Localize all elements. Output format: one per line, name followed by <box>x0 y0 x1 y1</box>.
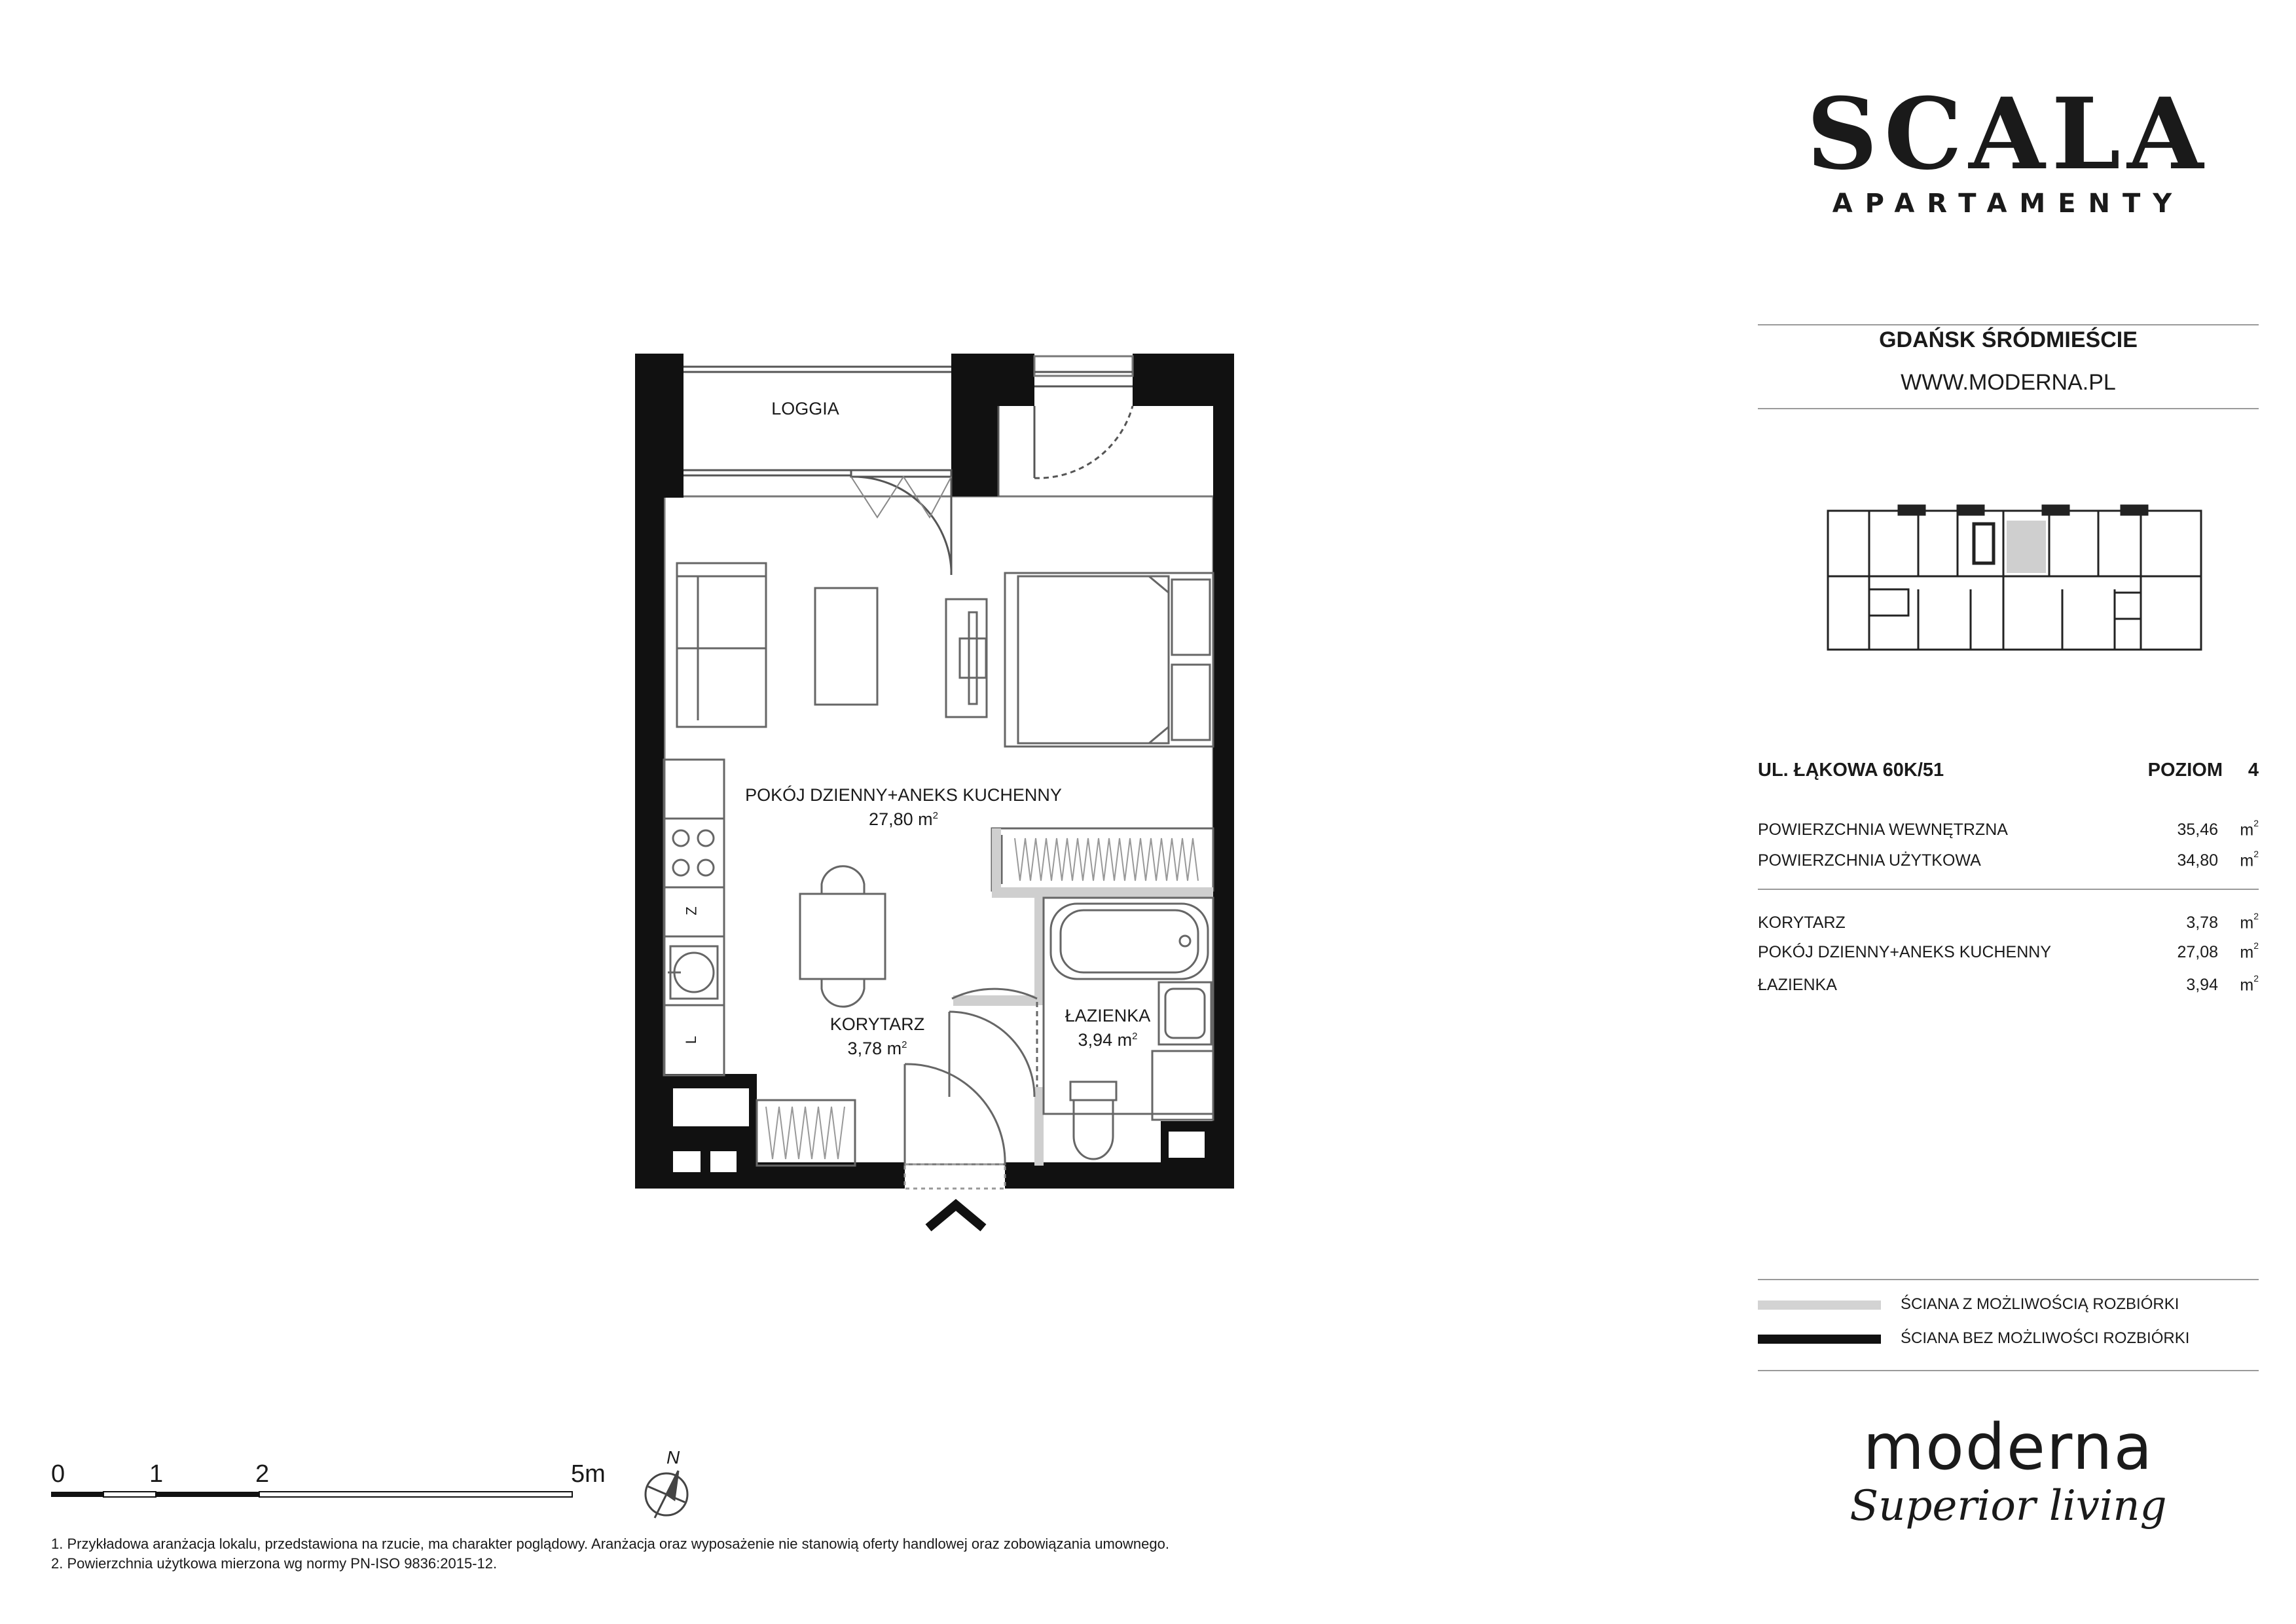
wall-left <box>635 354 664 1189</box>
website-link[interactable]: WWW.MODERNA.PL <box>1901 370 2116 395</box>
note-2: 2. Powierzchnia użytkowa mierzona wg normy PN-ISO 9836:2015-12. <box>51 1555 498 1572</box>
bathroom-name: ŁAZIENKA <box>1065 1006 1151 1025</box>
scale-label-2: 2 <box>255 1460 270 1488</box>
entrance-chevron-icon <box>928 1205 983 1228</box>
legend-swatch-non-removable <box>1758 1335 1881 1344</box>
kitchen-counter <box>664 760 724 1075</box>
level-label: POZIOM <box>2147 760 2223 781</box>
key-plan-highlight <box>2007 521 2046 573</box>
living-room-area: 27,80 $m^2$ <box>869 809 938 829</box>
area-row-corridor: KORYTARZ 3,78 $m^2$ <box>1758 911 2259 932</box>
moderna-logo <box>1768 1411 2249 1532</box>
scale-label-0: 0 <box>51 1460 65 1488</box>
pillar-center <box>951 354 998 496</box>
wall-left-upper <box>664 354 683 498</box>
scale-bar <box>51 1492 572 1497</box>
pillar-center-top <box>998 354 1034 406</box>
north-arrow-icon <box>646 1471 687 1518</box>
divider <box>1758 324 2259 325</box>
north-label: N <box>666 1447 680 1467</box>
brand-title: SCALA <box>1806 77 2210 192</box>
dishwasher-mark: L <box>683 1035 700 1044</box>
interior-outline <box>665 496 1213 1164</box>
sofa <box>677 563 766 727</box>
legend-non-removable: ŚCIANA BEZ MOŻLIWOŚCI ROZBIÓRKI <box>1901 1329 2190 1347</box>
brand-subtitle: APARTAMENTY <box>1832 189 2185 219</box>
corridor-label <box>812 1014 943 1059</box>
bathroom-area: 3,94 $m^2$ <box>1078 1030 1138 1050</box>
scale-label-5m: 5m <box>571 1460 606 1488</box>
divider <box>1758 1279 2259 1280</box>
coffee-table <box>815 588 877 705</box>
divider <box>1758 889 2259 890</box>
unit-address: UL. ŁĄKOWA 60K/51 <box>1758 760 1944 781</box>
corridor-area: 3,78 $m^2$ <box>847 1039 907 1058</box>
area-row-total-usable: POWIERZCHNIA UŻYTKOWA 34,80 $m^2$ <box>1758 849 2259 870</box>
living-room-label <box>720 784 1087 830</box>
area-row-bathroom: ŁAZIENKA 3,94 $m^2$ <box>1758 973 2259 995</box>
wall-right <box>1213 354 1234 1189</box>
city-label: GDAŃSK ŚRÓDMIEŚCIE <box>1879 327 2138 352</box>
scale-label-1: 1 <box>149 1460 164 1488</box>
wardrobe <box>992 828 1213 891</box>
level-value: 4 <box>2248 760 2259 781</box>
unit-header <box>1758 760 2259 781</box>
dining-set <box>800 866 885 1007</box>
bathroom-label <box>1042 1005 1173 1050</box>
legend-swatch-removable <box>1758 1301 1881 1310</box>
divider <box>1758 408 2259 409</box>
fridge-mark: Z <box>683 906 700 915</box>
note-1: 1. Przykładowa aranżacja lokalu, przedstawiona na rzucie, ma charakter poglądowy. Aranżacja oraz wyposażenie nie stanowią oferty handlowej oraz zobowiązania umownego. <box>51 1536 1169 1552</box>
moderna-name: moderna <box>1863 1411 2154 1484</box>
area-row-total-internal: POWIERZCHNIA WEWNĘTRZNA 35,46 $m^2$ <box>1758 818 2259 840</box>
legend-removable: ŚCIANA Z MOŻLIWOŚCIĄ ROZBIÓRKI <box>1901 1295 2179 1313</box>
divider <box>1758 1370 2259 1371</box>
moderna-tagline: Superior living <box>1850 1482 2167 1530</box>
living-room-name: POKÓJ DZIENNY+ANEKS KUCHENNY <box>745 785 1062 805</box>
area-row-living: POKÓJ DZIENNY+ANEKS KUCHENNY 27,08 $m^2$ <box>1758 940 2259 962</box>
loggia-label: LOGGIA <box>771 399 839 418</box>
bed <box>1005 573 1213 747</box>
brand-logo <box>1758 77 2259 219</box>
tv-unit <box>946 599 987 717</box>
corridor-name: KORYTARZ <box>829 1014 925 1034</box>
